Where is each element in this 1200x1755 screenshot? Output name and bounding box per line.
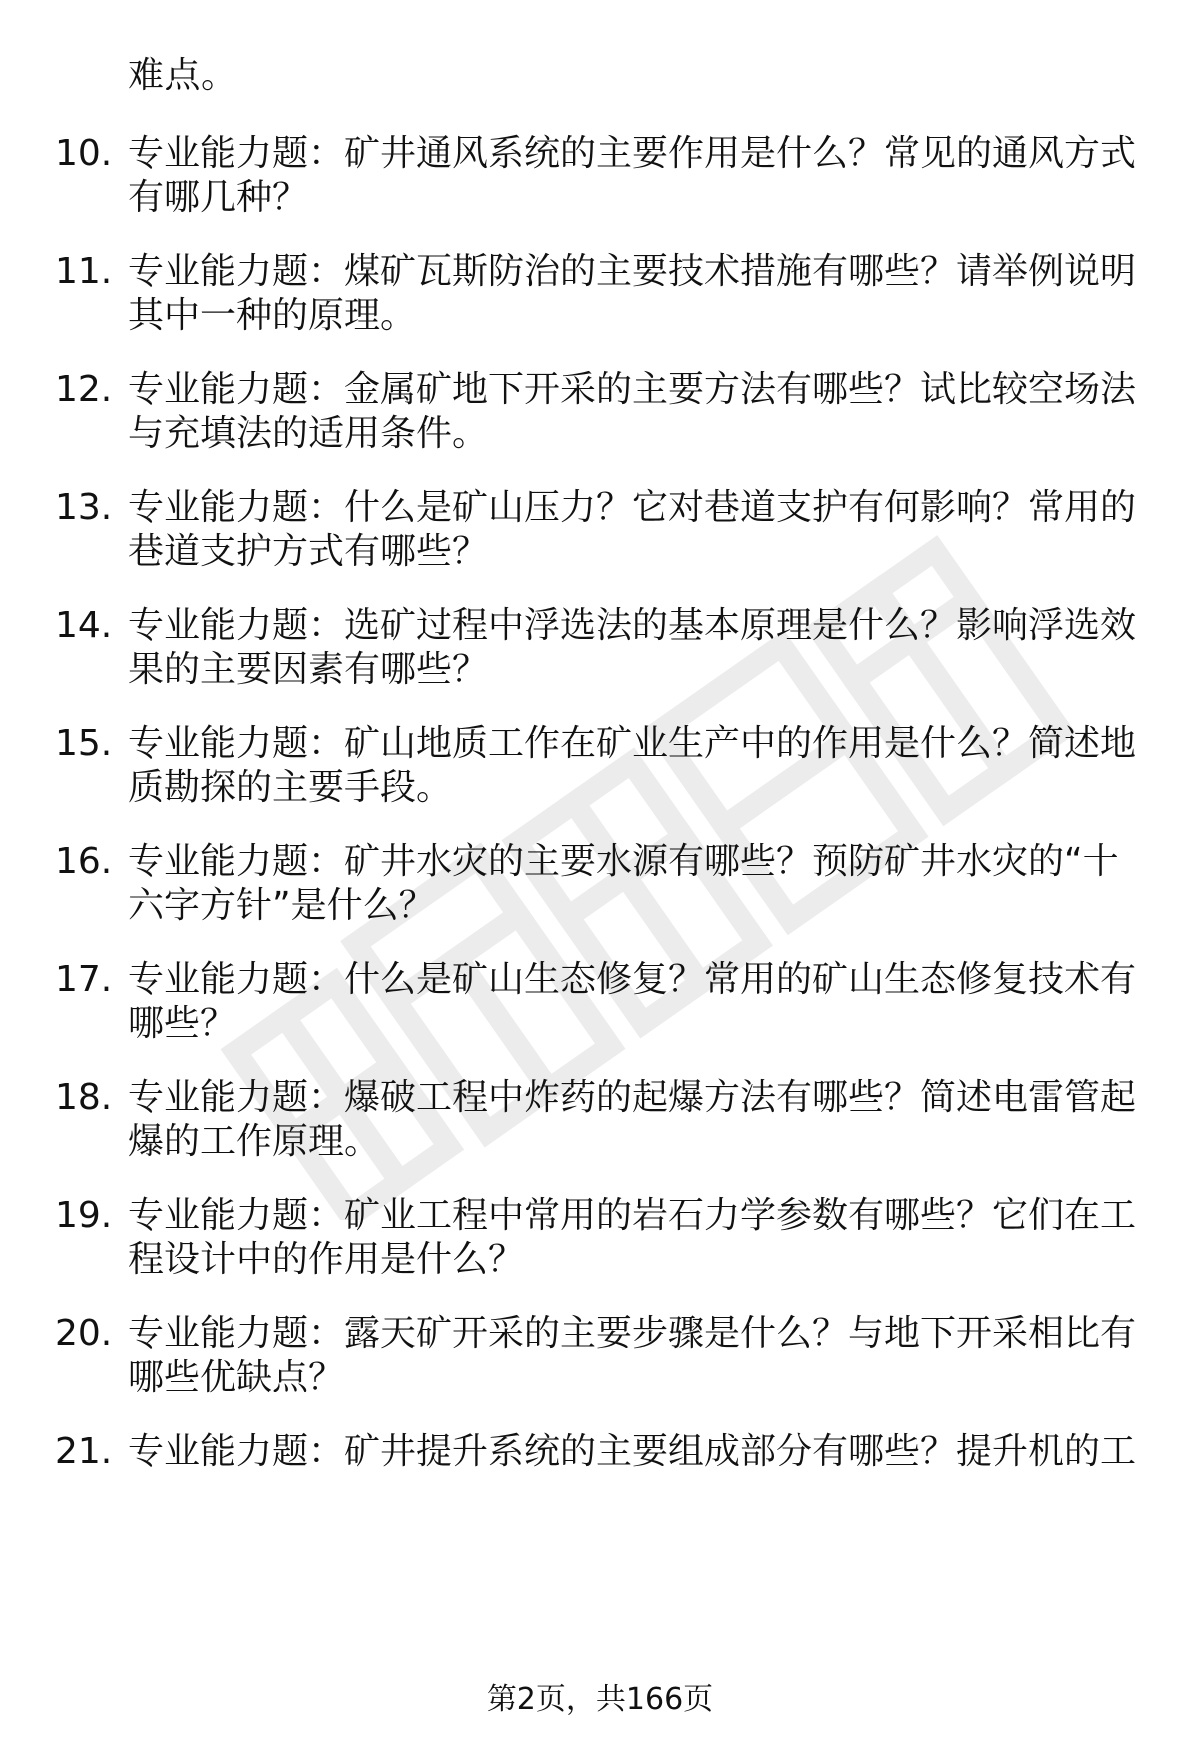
question-text-line2: 程设计中的作用是什么？ xyxy=(128,1239,525,1280)
intro-line: 难点。 xyxy=(128,55,238,96)
question-text-line1: 专业能力题：矿井提升系统的主要组成部分有哪些？提升机的工 xyxy=(128,1431,1137,1472)
question-number: 17. xyxy=(55,959,113,1000)
question-text-line1: 专业能力题：矿山地质工作在矿业生产中的作用是什么？简述地 xyxy=(128,723,1137,764)
question-text-line2: 六字方针”是什么？ xyxy=(128,885,435,926)
question-text-line2: 其中一种的原理。 xyxy=(128,295,417,336)
question-text-line1: 专业能力题：爆破工程中炸药的起爆方法有哪些？简述电雷管起 xyxy=(128,1077,1137,1118)
question-text-line1: 专业能力题：什么是矿山生态修复？常用的矿山生态修复技术有 xyxy=(128,959,1137,1000)
question-number: 19. xyxy=(55,1195,113,1236)
question-text-line2: 与充填法的适用条件。 xyxy=(128,413,489,454)
question-number: 18. xyxy=(55,1077,113,1118)
question-number: 20. xyxy=(55,1313,113,1354)
question-text-line2: 质勘探的主要手段。 xyxy=(128,767,453,808)
question-text-line1: 专业能力题：矿业工程中常用的岩石力学参数有哪些？它们在工 xyxy=(128,1195,1137,1236)
question-text-line2: 爆的工作原理。 xyxy=(128,1121,381,1162)
question-text-line1: 专业能力题：矿井通风系统的主要作用是什么？常见的通风方式 xyxy=(128,133,1137,174)
question-text-line1: 专业能力题：选矿过程中浮选法的基本原理是什么？影响浮选效 xyxy=(128,605,1137,646)
question-text-line2: 哪些？ xyxy=(128,1003,237,1044)
question-text-line1: 专业能力题：露天矿开采的主要步骤是什么？与地下开采相比有 xyxy=(128,1313,1137,1354)
question-text-line2: 哪些优缺点？ xyxy=(128,1357,345,1398)
question-number: 13. xyxy=(55,487,113,528)
question-number: 15. xyxy=(55,723,113,764)
question-text-line1: 专业能力题：什么是矿山压力？它对巷道支护有何影响？常用的 xyxy=(128,487,1137,528)
question-text-line2: 果的主要因素有哪些？ xyxy=(128,649,489,690)
question-text-line2: 有哪几种？ xyxy=(128,177,309,218)
question-number: 14. xyxy=(55,605,113,646)
question-text-line1: 专业能力题：煤矿瓦斯防治的主要技术措施有哪些？请举例说明 xyxy=(128,251,1137,292)
question-text-line2: 巷道支护方式有哪些？ xyxy=(128,531,489,572)
question-number: 10. xyxy=(55,133,113,174)
question-text-line1: 专业能力题：金属矿地下开采的主要方法有哪些？试比较空场法 xyxy=(128,369,1137,410)
question-number: 16. xyxy=(55,841,113,882)
page-footer: 第2页，共166页 xyxy=(486,1682,714,1717)
question-number: 12. xyxy=(55,369,113,410)
question-number: 11. xyxy=(55,251,113,292)
question-text-line1: 专业能力题：矿井水灾的主要水源有哪些？预防矿井水灾的“十 xyxy=(128,841,1119,882)
question-number: 21. xyxy=(55,1431,113,1472)
